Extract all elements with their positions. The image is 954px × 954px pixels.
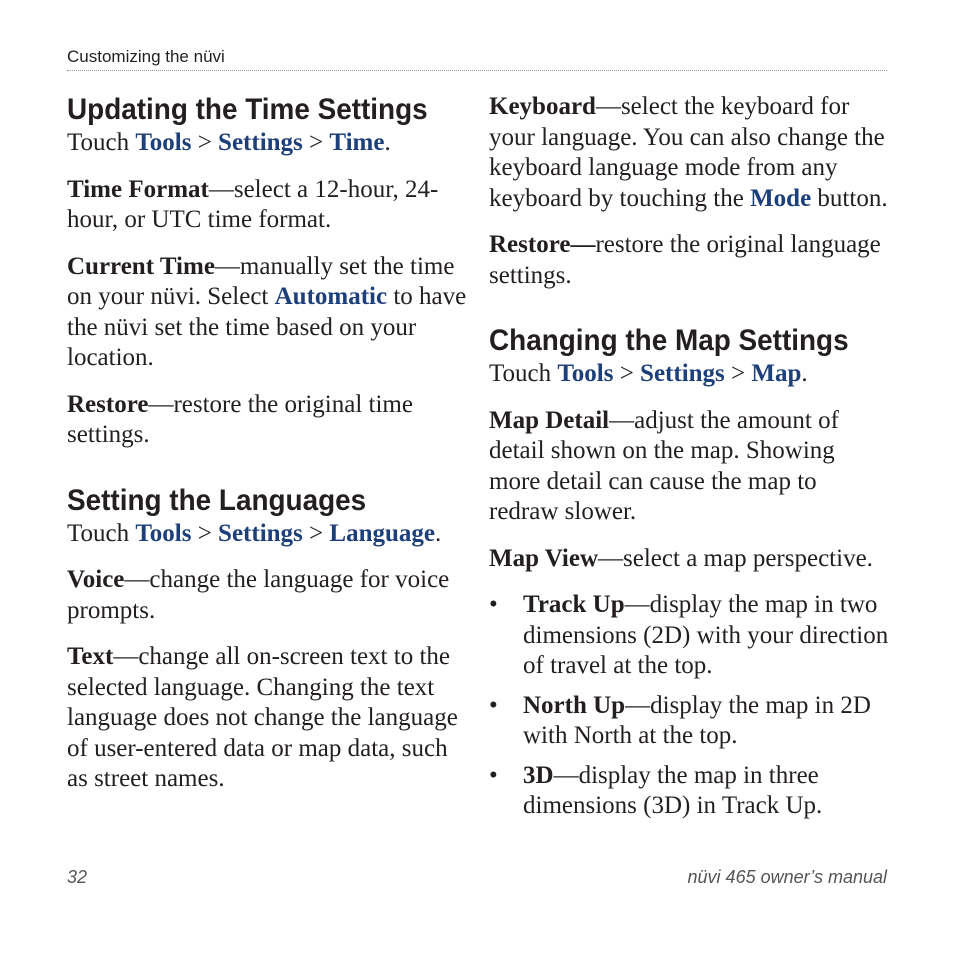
map-touch-path: Touch Tools > Settings > Map.	[489, 360, 808, 387]
right-column	[489, 92, 889, 831]
time-heading: Updating the Time Settings	[67, 93, 428, 126]
running-header: Customizing the nüvi	[67, 47, 887, 71]
tools-link[interactable]: Tools	[135, 519, 192, 547]
text-item: Text—change all on-screen text to the selected language. Changing the text language does not change the language of user-entered data or map data, such as street names.	[67, 643, 458, 792]
tools-link[interactable]: Tools	[557, 360, 614, 387]
keyboard-item: Keyboard—select the keyboard for your language. You can also change the keyboard language mode from any keyboard by touching the Mode button.	[489, 93, 888, 212]
bullet: •	[489, 591, 498, 618]
time-link[interactable]: Time	[329, 129, 385, 156]
time-touch-path: Touch Tools > Settings > Time.	[67, 129, 391, 156]
current-time-item: Current Time—manually set the time on your nüvi. Select Automatic to have the nüvi set the time based on your location.	[67, 252, 467, 371]
voice-item: Voice—change the language for voice prompts.	[67, 566, 450, 624]
tools-link[interactable]: Tools	[135, 129, 192, 156]
mode-link[interactable]: Mode	[750, 184, 812, 212]
settings-link[interactable]: Settings	[218, 129, 303, 156]
time-format-item: Time Format—select a 12-hour, 24-hour, or UTC time format.	[67, 175, 439, 233]
automatic-link[interactable]: Automatic	[274, 283, 388, 310]
list-item: • North Up—display the map in 2D with North at the top.	[489, 691, 871, 749]
language-restore-item: Restore—restore the original language settings.	[489, 231, 881, 289]
list-item: • Track Up—display the map in two dimensions (2D) with your direction of travel at the top.	[489, 591, 889, 679]
languages-heading: Setting the Languages	[67, 483, 367, 517]
map-heading: Changing the Map Settings	[489, 324, 849, 357]
language-link[interactable]: Language	[329, 519, 435, 547]
map-view-list	[489, 590, 889, 822]
page-number: 32	[67, 867, 88, 887]
list-item: • 3D—display the map in three dimensions (3D) in Track Up.	[489, 761, 823, 819]
settings-link[interactable]: Settings	[218, 519, 303, 547]
bullet: •	[489, 691, 498, 719]
map-detail-item: Map Detail—adjust the amount of detail shown on the map. Showing more detail can cause the map to redraw slower.	[489, 406, 839, 525]
settings-link[interactable]: Settings	[640, 360, 725, 387]
map-link[interactable]: Map	[751, 360, 802, 387]
left-column	[67, 92, 469, 811]
manual-name: nüvi 465 owner’s manual	[687, 867, 887, 887]
languages-touch-path: Touch Tools > Settings > Language.	[67, 519, 442, 547]
bullet: •	[489, 761, 498, 789]
time-restore-item: Restore—restore the original time settings.	[67, 390, 413, 448]
map-view-item: Map View—select a map perspective.	[489, 544, 873, 572]
